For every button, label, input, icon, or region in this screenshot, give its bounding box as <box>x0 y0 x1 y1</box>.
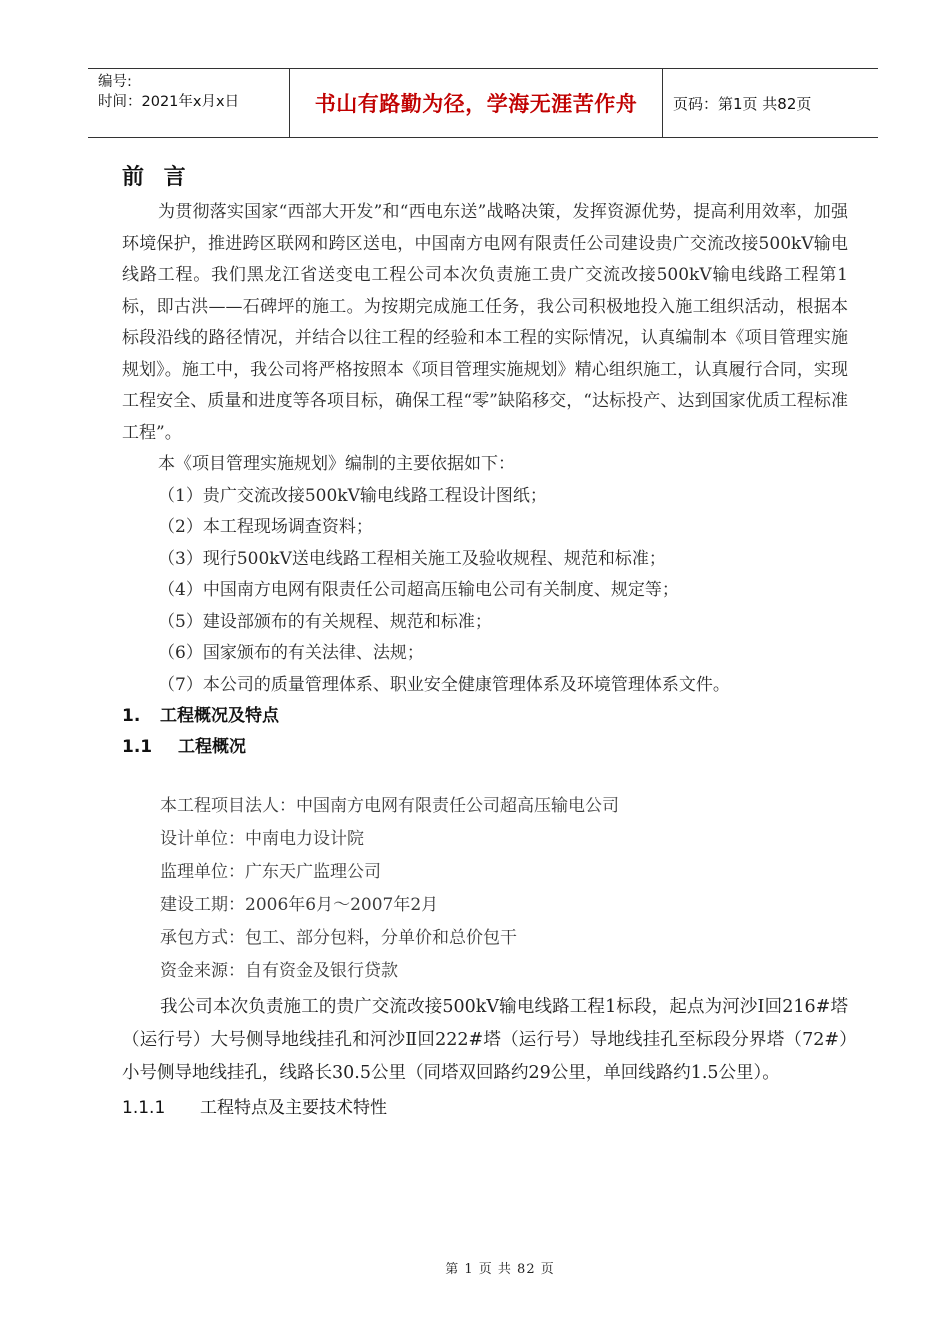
info-line: 建设工期：2006年6月～2007年2月 <box>160 895 439 915</box>
section-1-1-heading <box>122 732 848 763</box>
info-line: 承包方式：包工、部分包料，分单价和总价包干 <box>160 928 517 948</box>
basis-item: （6）国家颁布的有关法律、法规； <box>158 643 424 663</box>
page-footer: 第 1 页 共 82 页 <box>445 1262 555 1277</box>
preface-paragraph-2: 本《项目管理实施规划》编制的主要依据如下： <box>158 454 515 474</box>
section-1-heading <box>122 701 848 732</box>
section-1-1-1-heading <box>122 1093 848 1124</box>
section-1-title: 工程概况及特点 <box>160 706 279 726</box>
scope-paragraph: 我公司本次负责施工的贵广交流改接500kV输电线路工程1标段，起点为河沙Ⅰ回216#塔（运行号）大号侧导地线挂孔和河沙Ⅱ回222#塔（运行号）导地线挂孔至标段分界塔（72#）小号侧导地线挂孔，线路长30.5公里（同塔双回路约29公里，单回线路约1.5公里）。 <box>122 997 848 1083</box>
section-1-number: 1. <box>122 706 141 726</box>
basis-item: （1）贵广交流改接500kV输电线路工程设计图纸； <box>158 485 547 506</box>
header-motto: 书山有路勤为径，学海无涯苦作舟 <box>290 69 663 137</box>
basis-item: （5）建设部颁布的有关规程、规范和标准； <box>158 611 492 632</box>
basis-item: （3）现行500kV送电线路工程相关施工及验收规程、规范和标准； <box>158 548 666 569</box>
section-1-1-1-number: 1.1.1 <box>122 1098 166 1118</box>
info-line: 资金来源：自有资金及银行贷款 <box>160 961 398 981</box>
code-label: 编号: <box>98 74 132 90</box>
preface-paragraph-1: 为贯彻落实国家“西部大开发”和“西电东送”战略决策，发挥资源优势，提高利用效率，加强环境保护，推进跨区联网和跨区送电，中国南方电网有限责任公司建设贵广交流改接500kV输电线路工程。我们黑龙江省送变电工程公司本次负责施工贵广交流改接500kV输电线路工程第1标，即古洪——石碑坪的施工。为按期完成施工任务，我公司积极地投入施工组织活动，根据本标段沿线的路径情况，并结合以往工程的经验和本工程的实际情况，认真编制本《项目管理实施规划》。施工中，我公司将严格按照本《项目管理实施规划》精心组织施工，认真履行合同，实现工程安全、质量和进度等各项目标，确保工程“零”缺陷移交，“达标投产、达到国家优质工程标准工程”。 <box>122 202 848 443</box>
section-1-1-title: 工程概况 <box>178 737 246 757</box>
header-meta <box>88 69 290 137</box>
page-header <box>88 68 878 138</box>
section-1-1-1-title: 工程特点及主要技术特性 <box>200 1098 387 1118</box>
basis-item: （7）本公司的质量管理体系、职业安全健康管理体系及环境管理体系文件。 <box>158 674 730 695</box>
header-page-label: 页码：第1页 共82页 <box>673 94 812 113</box>
info-line: 监理单位：广东天广监理公司 <box>160 862 381 882</box>
info-line: 本工程项目法人：中国南方电网有限责任公司超高压输电公司 <box>160 796 619 816</box>
info-line: 设计单位：中南电力设计院 <box>160 829 364 849</box>
basis-item: （4）中国南方电网有限责任公司超高压输电公司有关制度、规定等； <box>158 580 679 600</box>
time-label: 时间：2021年x月x日 <box>98 94 240 110</box>
preface-title: 前 言 <box>122 165 192 190</box>
project-info <box>122 790 848 1124</box>
basis-item: （2）本工程现场调查资料； <box>158 517 373 537</box>
preface-body <box>122 197 848 763</box>
section-1-1-number: 1.1 <box>122 737 153 757</box>
